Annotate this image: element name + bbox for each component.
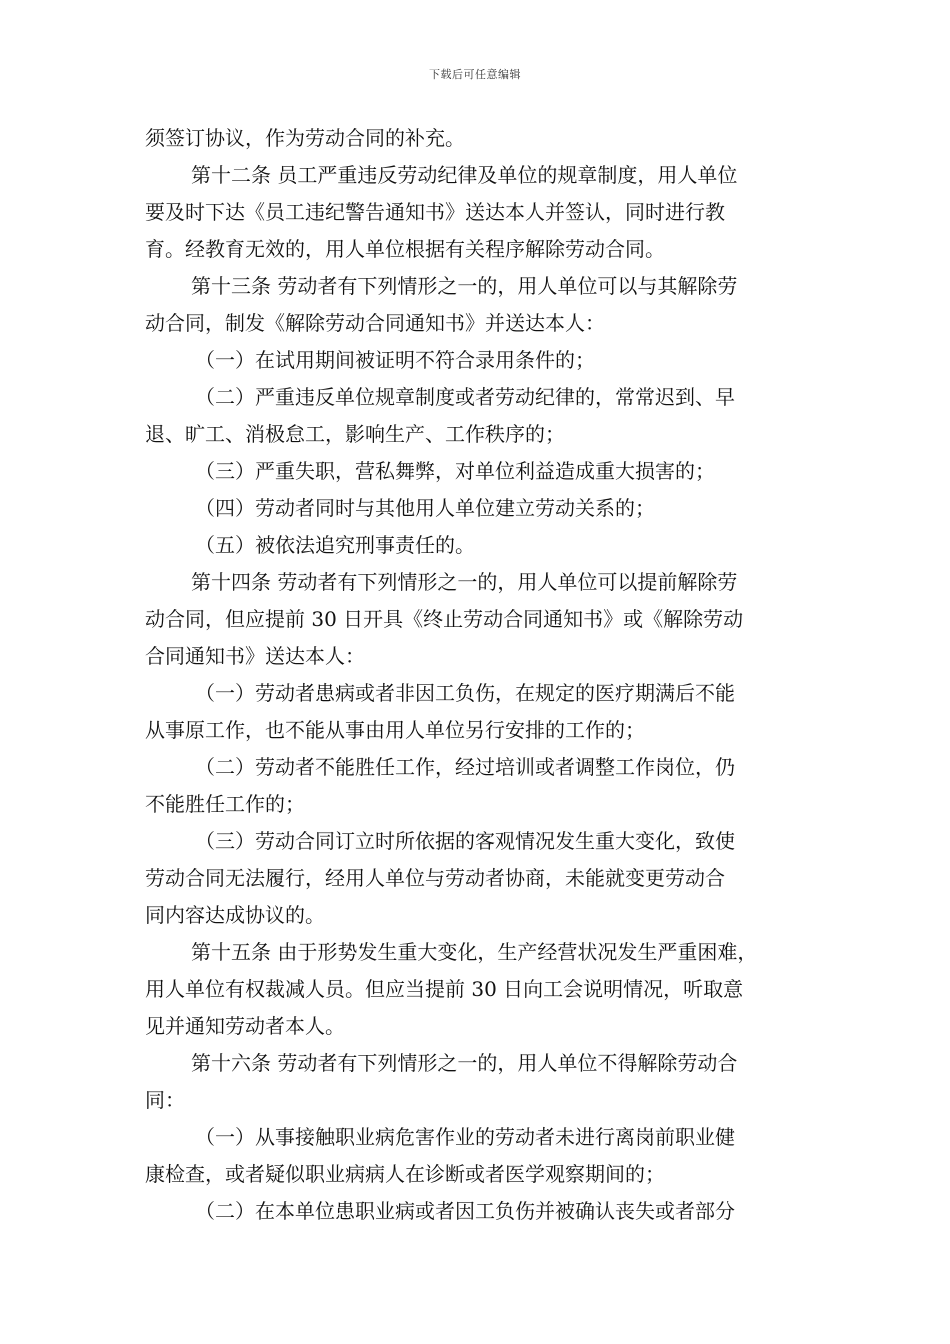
text-line: 同内容达成协议的。 [145, 903, 325, 927]
text-line: 见并通知劳动者本人。 [145, 1014, 345, 1038]
text-line: （四）劳动者同时与其他用人单位建立劳动关系的； [195, 496, 655, 520]
text-line: 须签订协议，作为劳动合同的补充。 [145, 126, 465, 150]
text-line: 从事原工作，也不能从事由用人单位另行安排的工作的； [145, 718, 645, 742]
text-line: 第十四条 劳动者有下列情形之一的，用人单位可以提前解除劳 [191, 570, 738, 594]
text-line: 第十五条 由于形势发生重大变化，生产经营状况发生严重困难， [191, 940, 758, 964]
text-line: （三）劳动合同订立时所依据的客观情况发生重大变化，致使 [195, 829, 735, 853]
text-line: （一）从事接触职业病危害作业的劳动者未进行离岗前职业健 [195, 1125, 735, 1149]
text-line: （三）严重失职，营私舞弊，对单位利益造成重大损害的； [195, 459, 715, 483]
text-line: 动合同，但应提前 30 日开具《终止劳动合同通知书》或《解除劳动 [145, 607, 744, 631]
page-header-note: 下载后可任意编辑 [429, 68, 521, 81]
document-body [145, 120, 810, 1230]
text-line: 合同通知书》送达本人： [145, 644, 365, 668]
text-line: （一）在试用期间被证明不符合录用条件的； [195, 348, 595, 372]
text-line: 第十二条 员工严重违反劳动纪律及单位的规章制度，用人单位 [191, 163, 738, 187]
text-line: 劳动合同无法履行，经用人单位与劳动者协商，未能就变更劳动合 [145, 866, 725, 890]
text-line: 第十三条 劳动者有下列情形之一的，用人单位可以与其解除劳 [191, 274, 738, 298]
text-line: 同： [145, 1088, 185, 1112]
text-line: （五）被依法追究刑事责任的。 [195, 533, 475, 557]
text-line: （二）在本单位患职业病或者因工负伤并被确认丧失或者部分 [195, 1199, 735, 1223]
text-line: 退、旷工、消极怠工，影响生产、工作秩序的； [145, 422, 565, 446]
text-line: （二）劳动者不能胜任工作，经过培训或者调整工作岗位，仍 [195, 755, 735, 779]
text-line: 用人单位有权裁减人员。但应当提前 30 日向工会说明情况，听取意 [145, 977, 744, 1001]
text-line: 育。经教育无效的，用人单位根据有关程序解除劳动合同。 [145, 237, 665, 261]
text-line: 要及时下达《员工违纪警告通知书》送达本人并签认，同时进行教 [145, 200, 725, 224]
text-line: 动合同，制发《解除劳动合同通知书》并送达本人： [145, 311, 605, 335]
text-line: 康检查，或者疑似职业病病人在诊断或者医学观察期间的； [145, 1162, 665, 1186]
text-line: 不能胜任工作的； [145, 792, 305, 816]
text-line: 第十六条 劳动者有下列情形之一的，用人单位不得解除劳动合 [191, 1051, 738, 1075]
text-line: （二）严重违反单位规章制度或者劳动纪律的，常常迟到、早 [195, 385, 735, 409]
text-line: （一）劳动者患病或者非因工负伤，在规定的医疗期满后不能 [195, 681, 735, 705]
